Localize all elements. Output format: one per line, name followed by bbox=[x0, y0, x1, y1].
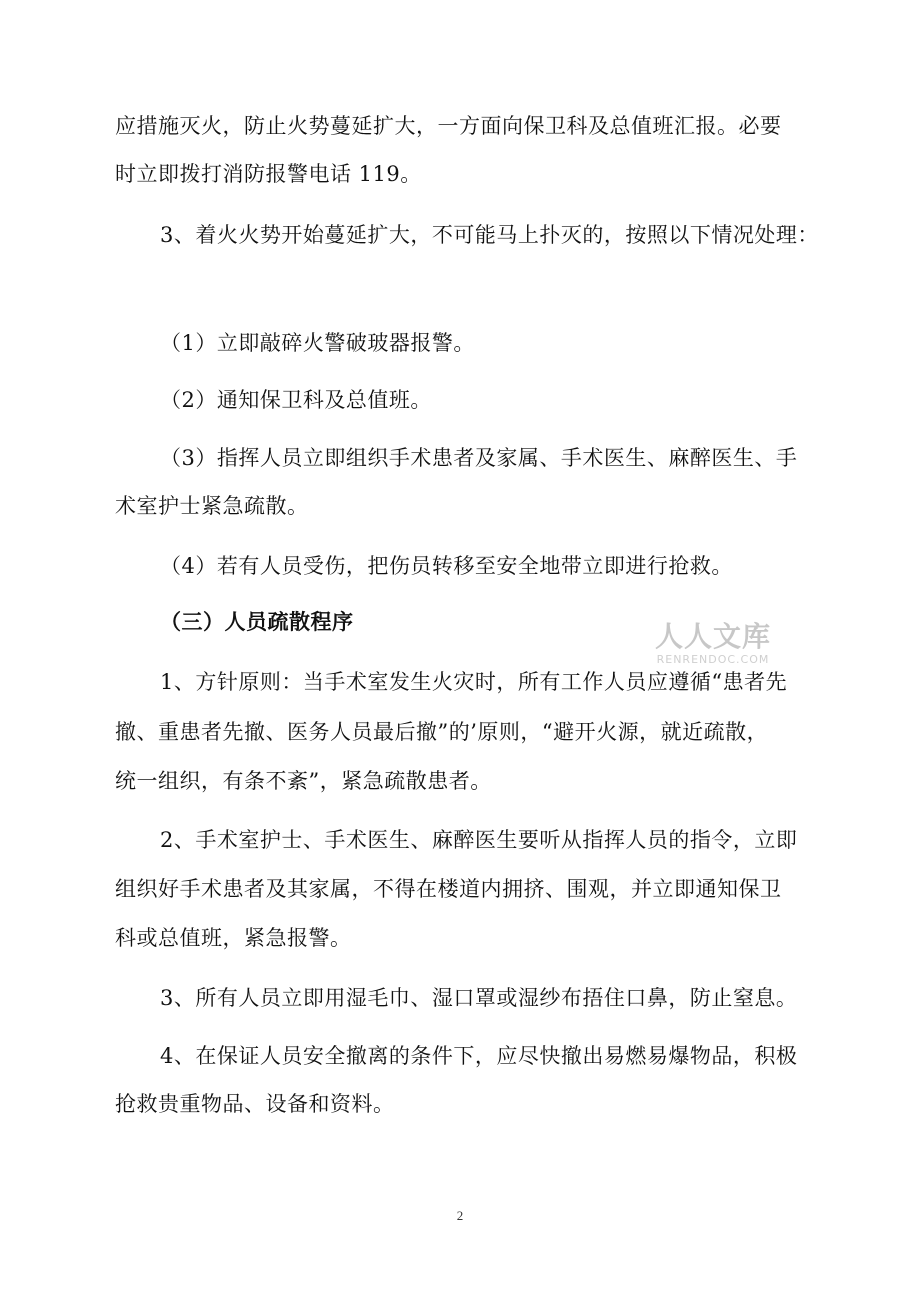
body-line-15: 科或总值班，紧急报警。 bbox=[115, 926, 352, 950]
page-number: 2 bbox=[456, 1208, 464, 1223]
body-line-16: 3、所有人员立即用湿毛巾、湿口罩或湿纱布捂住口鼻，防止窒息。 bbox=[160, 986, 798, 1010]
watermark-subtitle: RENRENDOC.COM bbox=[656, 653, 770, 666]
body-line-1: 应措施灭火，防止火势蔓延扩大，一方面向保卫科及总值班汇报。必要 bbox=[115, 114, 782, 138]
watermark-logo bbox=[648, 620, 778, 676]
body-line-3: 3、着火火势开始蔓延扩大，不可能马上扑灭的，按照以下情况处理： bbox=[160, 223, 819, 247]
body-line-11: 撤、重患者先撤、医务人员最后撤”的’原则，“避开火源，就近疏散， bbox=[115, 720, 769, 744]
body-line-10: 1、方针原则：当手术室发生火灾时，所有工作人员应遵循“患者先 bbox=[160, 670, 788, 694]
body-line-4: （1）立即敲碎火警破玻器报警。 bbox=[160, 331, 475, 355]
body-line-2: 时立即拨打消防报警电话 119。 bbox=[115, 162, 422, 186]
body-line-14: 组织好手术患者及其家属，不得在楼道内拥挤、围观，并立即通知保卫 bbox=[115, 877, 782, 901]
body-line-13: 2、手术室护士、手术医生、麻醉医生要听从指挥人员的指令，立即 bbox=[160, 828, 798, 852]
section-heading: （三）人员疏散程序 bbox=[160, 610, 354, 634]
body-line-12: 统一组织，有条不紊”，紧急疏散患者。 bbox=[115, 769, 492, 793]
watermark-title: 人人文库 bbox=[654, 620, 771, 653]
body-line-5: （2）通知保卫科及总值班。 bbox=[160, 388, 432, 412]
body-line-6: （3）指挥人员立即组织手术患者及家属、手术医生、麻醉医生、手 bbox=[160, 446, 798, 470]
body-line-8: （4）若有人员受伤，把伤员转移至安全地带立即进行抢救。 bbox=[160, 554, 733, 578]
body-line-18: 抢救贵重物品、设备和资料。 bbox=[115, 1092, 395, 1116]
body-line-17: 4、在保证人员安全撤离的条件下，应尽快撤出易燃易爆物品，积极 bbox=[160, 1044, 798, 1068]
body-line-7: 术室护士紧急疏散。 bbox=[115, 494, 309, 518]
